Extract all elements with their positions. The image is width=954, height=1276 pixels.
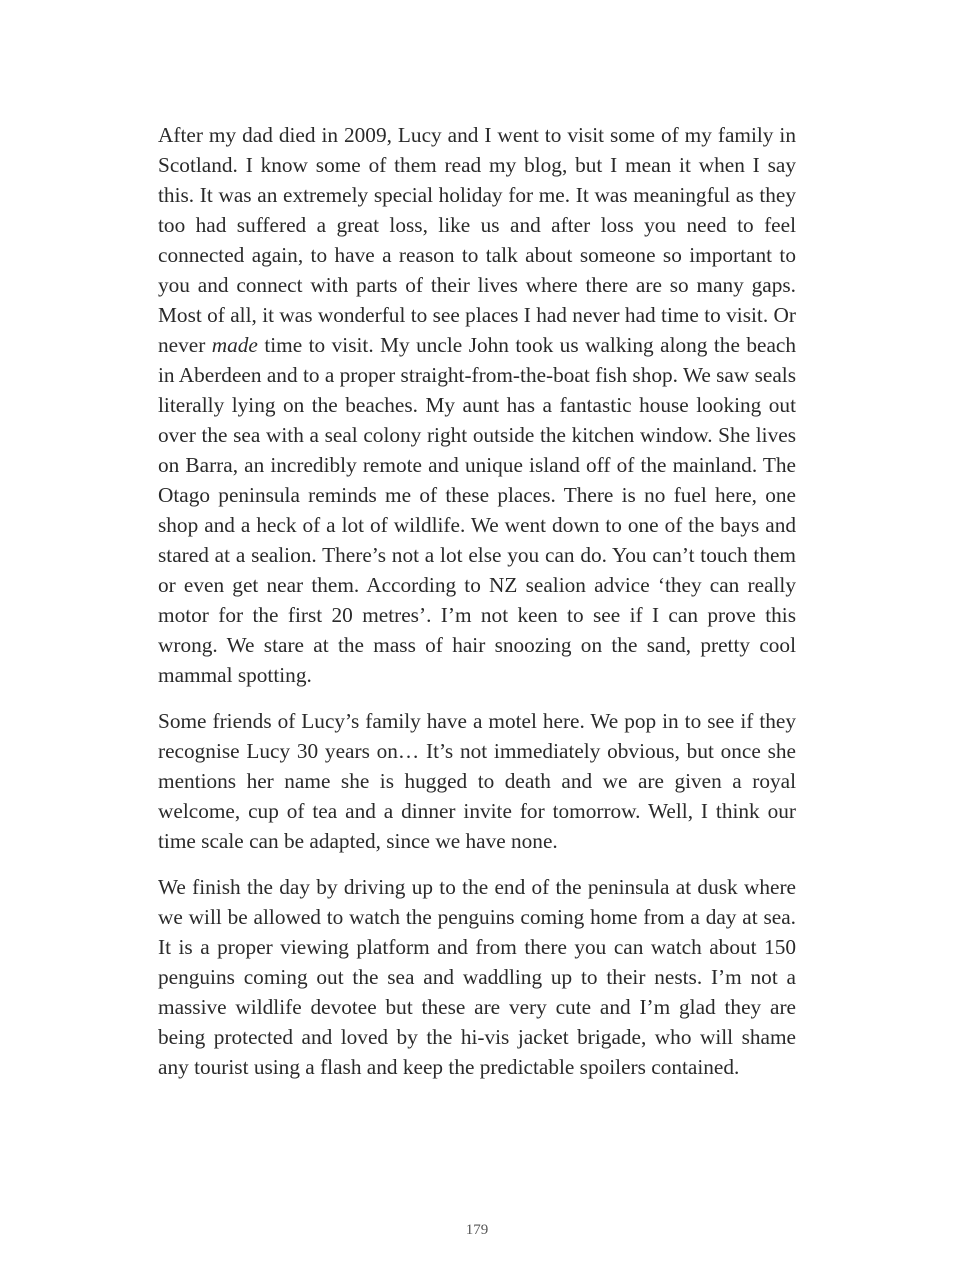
paragraph-1-text-end: time to visit. My uncle John took us walking along the beach in Aberdeen and to a proper straight-from-the-boat fish shop. We saw seals literally lying on the beaches. My aunt has a fantastic house looking out over the sea with a seal colony right outside the kitchen window. She lives on Barra, an incredibly remote and unique island off of the mainland. The Otago peninsula reminds me of these places. There is no fuel here, one shop and a heck of a lot of wildlife. We went down to one of the bays and stared at a sealion. There’s not a lot else you can do. You can’t touch them or even get near them. According to NZ sealion advice ‘they can really motor for the first 20 metres’. I’m not keen to see if I can prove this wrong. We stare at the mass of hair snoozing on the sand, pretty cool mammal spotting.	[158, 333, 797, 687]
paragraph-1	[158, 120, 796, 690]
body-text	[158, 120, 796, 1098]
paragraph-1-text-start: After my dad died in 2009, Lucy and I went to visit some of my family in Scotland. I know some of them read my blog, but I mean it when I say this. It was an extremely special holiday for me. It was meaningful as they too had suffered a great loss, like us and after loss you need to feel connected again, to have a reason to talk about someone so important to you and connect with parts of their lives where there are so many gaps. Most of all, it was wonderful to see places I had never had time to visit. Or never	[158, 123, 796, 357]
paragraph-3: We finish the day by driving up to the end of the peninsula at dusk where we will be allowed to watch the penguins coming home from a day at sea. It is a proper viewing platform and from there you can watch about 150 penguins coming out the sea and waddling up to their nests. I’m not a massive wildlife devotee but these are very cute and I’m glad they are being protected and loved by the hi-vis jacket brigade, who will shame any tourist using a flash and keep the predictable spoilers contained.	[158, 875, 796, 1079]
emphasized-word: made	[211, 333, 258, 357]
paragraph-2: Some friends of Lucy’s family have a motel here. We pop in to see if they recognise Lucy 30 years on… It’s not immediately obvious, but once she mentions her name she is hugged to death and we are given a royal welcome, cup of tea and a dinner invite for tomorrow. Well, I think our time scale can be adapted, since we have none.	[158, 709, 796, 853]
page-number: 179	[465, 1222, 489, 1238]
